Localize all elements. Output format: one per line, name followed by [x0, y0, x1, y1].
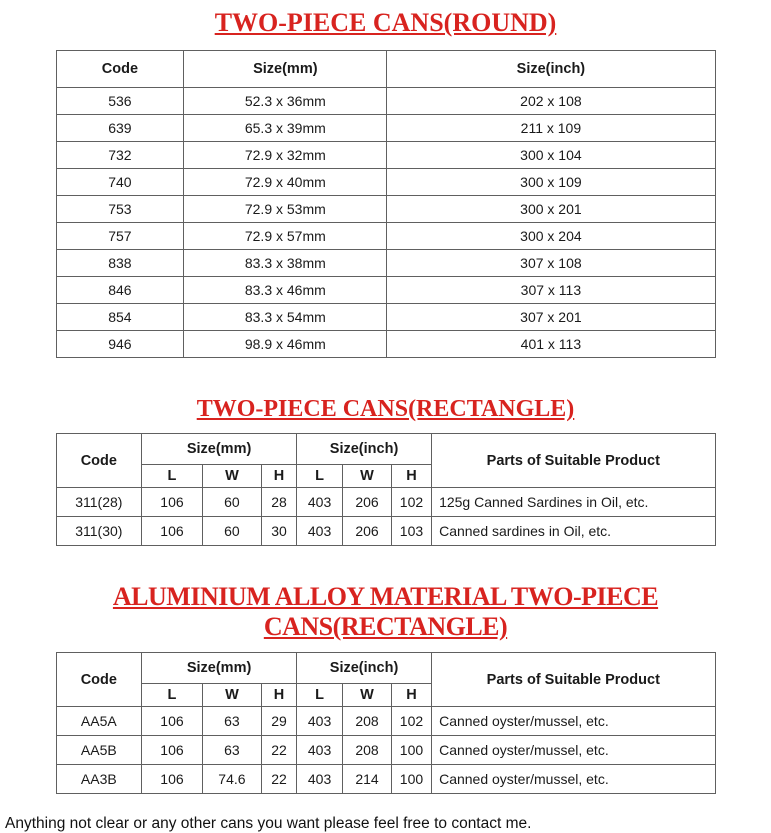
- header-group-row: [56, 434, 715, 465]
- round-cans-table-body: [56, 87, 715, 357]
- table-cell: 732: [56, 141, 184, 168]
- table-cell: 83.3 x 54mm: [184, 303, 387, 330]
- table-cell: 536: [56, 87, 184, 114]
- table-row: [56, 276, 715, 303]
- table-cell: 106: [142, 736, 203, 765]
- table-row: [56, 707, 715, 736]
- column-header-code: Code: [56, 434, 142, 488]
- table-cell: 106: [142, 488, 203, 517]
- table-cell: 757: [56, 222, 184, 249]
- table-cell: 300 x 201: [387, 195, 715, 222]
- round-cans-table-header: [56, 50, 715, 87]
- table-cell: 403: [297, 488, 343, 517]
- table-cell: 403: [297, 707, 343, 736]
- table-cell: 52.3 x 36mm: [184, 87, 387, 114]
- column-header-size-inch: Size(inch): [387, 50, 715, 87]
- table-cell: 28: [262, 488, 297, 517]
- table-cell: AA5A: [56, 707, 142, 736]
- table-cell: 65.3 x 39mm: [184, 114, 387, 141]
- table-cell: 401 x 113: [387, 330, 715, 357]
- table-row: [56, 330, 715, 357]
- table-cell: 72.9 x 53mm: [184, 195, 387, 222]
- column-header-code: Code: [56, 653, 142, 707]
- table-cell: 403: [297, 517, 343, 546]
- table-cell: 30: [262, 517, 297, 546]
- table-cell: Canned sardines in Oil, etc.: [432, 517, 715, 546]
- table-cell: 60: [202, 517, 261, 546]
- rectangle-cans-table-body: [56, 488, 715, 546]
- rectangle-cans-table: [56, 433, 716, 546]
- sub-header-w-inch: W: [343, 684, 392, 707]
- table-cell: 639: [56, 114, 184, 141]
- table-cell: 307 x 113: [387, 276, 715, 303]
- table-cell: 208: [343, 736, 392, 765]
- column-header-size-mm: Size(mm): [142, 653, 297, 684]
- table-row: [56, 517, 715, 546]
- table-cell: 102: [391, 488, 431, 517]
- aluminium-cans-title: ALUMINIUM ALLOY MATERIAL TWO-PIECE CANS(RECTANGLE): [112, 582, 659, 642]
- table-cell: 753: [56, 195, 184, 222]
- sub-header-w-mm: W: [202, 465, 261, 488]
- column-header-parts: Parts of Suitable Product: [432, 653, 715, 707]
- aluminium-cans-table-body: [56, 707, 715, 794]
- table-cell: 106: [142, 765, 203, 794]
- table-cell: 100: [391, 765, 431, 794]
- sub-header-l-mm: L: [142, 465, 203, 488]
- table-cell: 83.3 x 38mm: [184, 249, 387, 276]
- table-cell: 300 x 204: [387, 222, 715, 249]
- table-row: [56, 736, 715, 765]
- table-cell: 83.3 x 46mm: [184, 276, 387, 303]
- table-cell: 838: [56, 249, 184, 276]
- table-cell: 307 x 201: [387, 303, 715, 330]
- table-cell: 102: [391, 707, 431, 736]
- table-cell: 846: [56, 276, 184, 303]
- table-cell: 403: [297, 765, 343, 794]
- column-header-parts: Parts of Suitable Product: [432, 434, 715, 488]
- table-row: [56, 222, 715, 249]
- sub-header-l-inch: L: [297, 465, 343, 488]
- table-cell: 206: [343, 517, 392, 546]
- table-cell: 211 x 109: [387, 114, 715, 141]
- table-cell: 403: [297, 736, 343, 765]
- column-header-size-mm: Size(mm): [184, 50, 387, 87]
- table-cell: 946: [56, 330, 184, 357]
- table-row: [56, 765, 715, 794]
- table-cell: 72.9 x 40mm: [184, 168, 387, 195]
- table-row: [56, 488, 715, 517]
- table-cell: 214: [343, 765, 392, 794]
- table-row: [56, 249, 715, 276]
- table-cell: 98.9 x 46mm: [184, 330, 387, 357]
- sub-header-l-mm: L: [142, 684, 203, 707]
- column-header-size-inch: Size(inch): [297, 653, 432, 684]
- table-cell: 740: [56, 168, 184, 195]
- aluminium-cans-table-header: [56, 653, 715, 707]
- rectangle-cans-title: TWO-PIECE CANS(RECTANGLE): [196, 395, 575, 422]
- column-header-size-inch: Size(inch): [297, 434, 432, 465]
- column-header-code: Code: [56, 50, 184, 87]
- sub-header-w-inch: W: [343, 465, 392, 488]
- rectangle-cans-table-header: [56, 434, 715, 488]
- table-cell: 74.6: [202, 765, 261, 794]
- table-cell: 72.9 x 32mm: [184, 141, 387, 168]
- table-cell: Canned oyster/mussel, etc.: [432, 765, 715, 794]
- table-cell: AA3B: [56, 765, 142, 794]
- table-cell: 22: [262, 765, 297, 794]
- table-cell: Canned oyster/mussel, etc.: [432, 707, 715, 736]
- sub-header-h-mm: H: [262, 684, 297, 707]
- sub-header-w-mm: W: [202, 684, 261, 707]
- round-cans-table: [56, 50, 716, 358]
- table-cell: 22: [262, 736, 297, 765]
- table-cell: 100: [391, 736, 431, 765]
- column-header-size-mm: Size(mm): [142, 434, 297, 465]
- table-cell: 307 x 108: [387, 249, 715, 276]
- table-cell: Canned oyster/mussel, etc.: [432, 736, 715, 765]
- header-row: [56, 50, 715, 87]
- table-cell: 125g Canned Sardines in Oil, etc.: [432, 488, 715, 517]
- table-cell: 63: [202, 736, 261, 765]
- table-row: [56, 195, 715, 222]
- sub-header-h-inch: H: [391, 465, 431, 488]
- table-cell: 854: [56, 303, 184, 330]
- sub-header-h-inch: H: [391, 684, 431, 707]
- table-cell: 72.9 x 57mm: [184, 222, 387, 249]
- table-cell: 206: [343, 488, 392, 517]
- table-cell: 311(30): [56, 517, 142, 546]
- table-cell: 202 x 108: [387, 87, 715, 114]
- sub-header-l-inch: L: [297, 684, 343, 707]
- table-cell: 106: [142, 707, 203, 736]
- table-cell: AA5B: [56, 736, 142, 765]
- table-cell: 300 x 109: [387, 168, 715, 195]
- table-cell: 208: [343, 707, 392, 736]
- table-row: [56, 303, 715, 330]
- round-cans-title: TWO-PIECE CANS(ROUND): [214, 8, 557, 37]
- table-row: [56, 87, 715, 114]
- table-cell: 103: [391, 517, 431, 546]
- table-cell: 60: [202, 488, 261, 517]
- table-cell: 29: [262, 707, 297, 736]
- table-row: [56, 114, 715, 141]
- table-cell: 106: [142, 517, 203, 546]
- header-group-row: [56, 653, 715, 684]
- aluminium-cans-table: [56, 652, 716, 794]
- table-cell: 300 x 104: [387, 141, 715, 168]
- table-row: [56, 168, 715, 195]
- table-row: [56, 141, 715, 168]
- footer-note: Anything not clear or any other cans you want please feel free to contact me.: [5, 815, 532, 833]
- table-cell: 63: [202, 707, 261, 736]
- table-cell: 311(28): [56, 488, 142, 517]
- sub-header-h-mm: H: [262, 465, 297, 488]
